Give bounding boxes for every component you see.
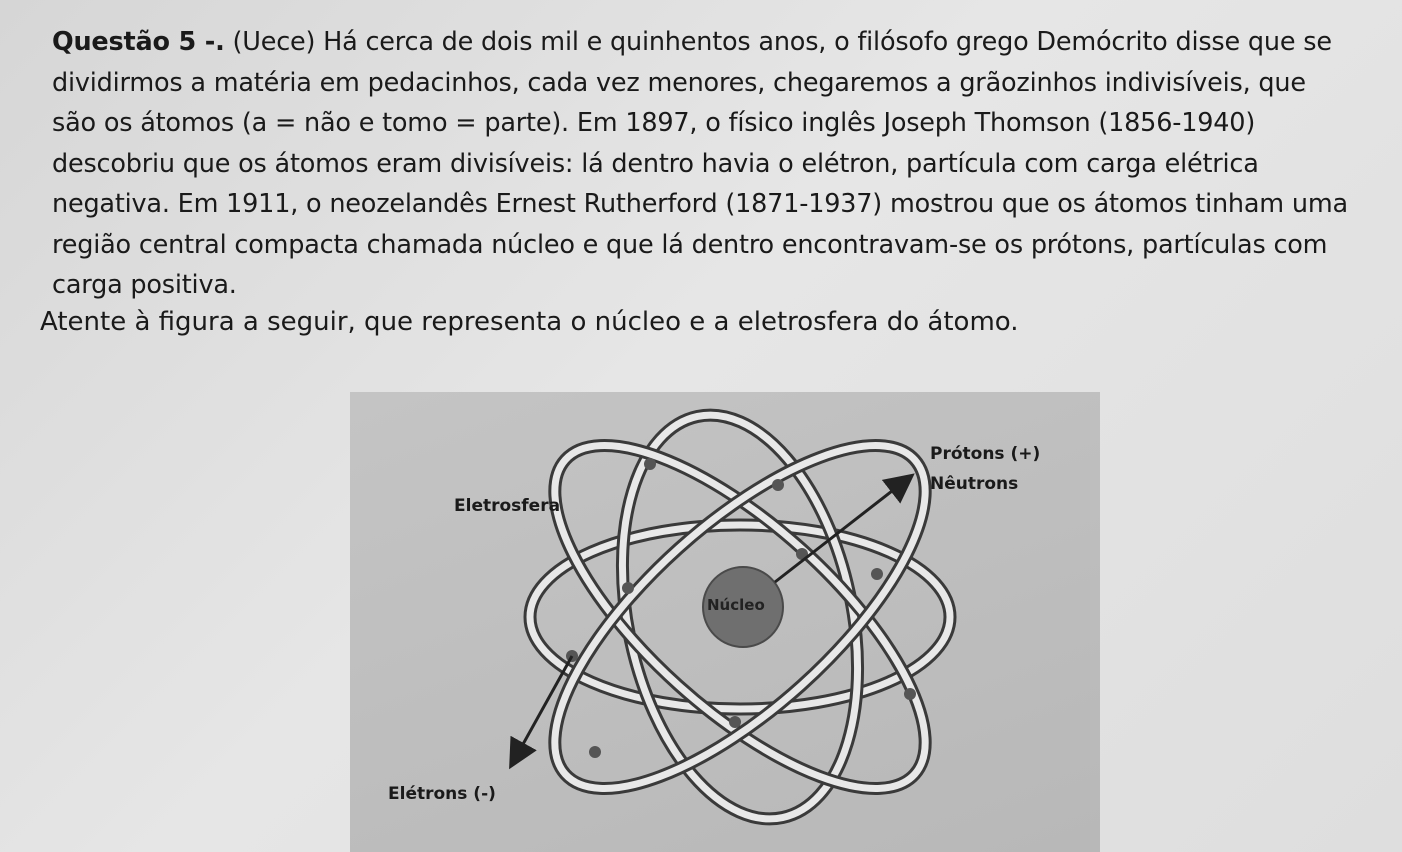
electron [729,716,741,728]
question-body: (Uece) Há cerca de dois mil e quinhentos anos, o filósofo grego Demócrito disse que se dividirmos a matéria em pedacinhos, cada vez menores, chegaremos a grãozinhos indivisíveis, que são os átomos (a = não e tomo = parte). Em 1897, o físico inglês Joseph Thomson (1856-1940) descobriu que os átomos eram divisíveis: lá dentro havia o elétron, partícula com carga elétrica negativa. Em 1911, o neozelandês Ernest Rutherford (1871-1937) mostrou que os átomos tinham uma região central compacta chamada núcleo e que lá dentro encontravam-se os prótons, partículas com carga positiva. [52,27,1348,300]
label-neutrons: Nêutrons [930,474,1019,494]
electron [644,458,656,470]
label-nucleus: Núcleo [707,596,765,614]
electron [772,479,784,491]
label-electrosphere: Eletrosfera [454,496,561,516]
question-label: Questão 5 -. [52,27,225,57]
figure-prompt: Atente à figura a seguir, que representa o núcleo e a eletrosfera do átomo. [40,307,1019,337]
label-protons: Prótons (+) [930,444,1041,464]
question-text [52,22,1352,306]
electron [904,688,916,700]
label-electrons: Elétrons (-) [388,784,496,804]
electron [622,582,634,594]
atom-figure [350,392,1100,852]
electron [871,568,883,580]
electron [589,746,601,758]
